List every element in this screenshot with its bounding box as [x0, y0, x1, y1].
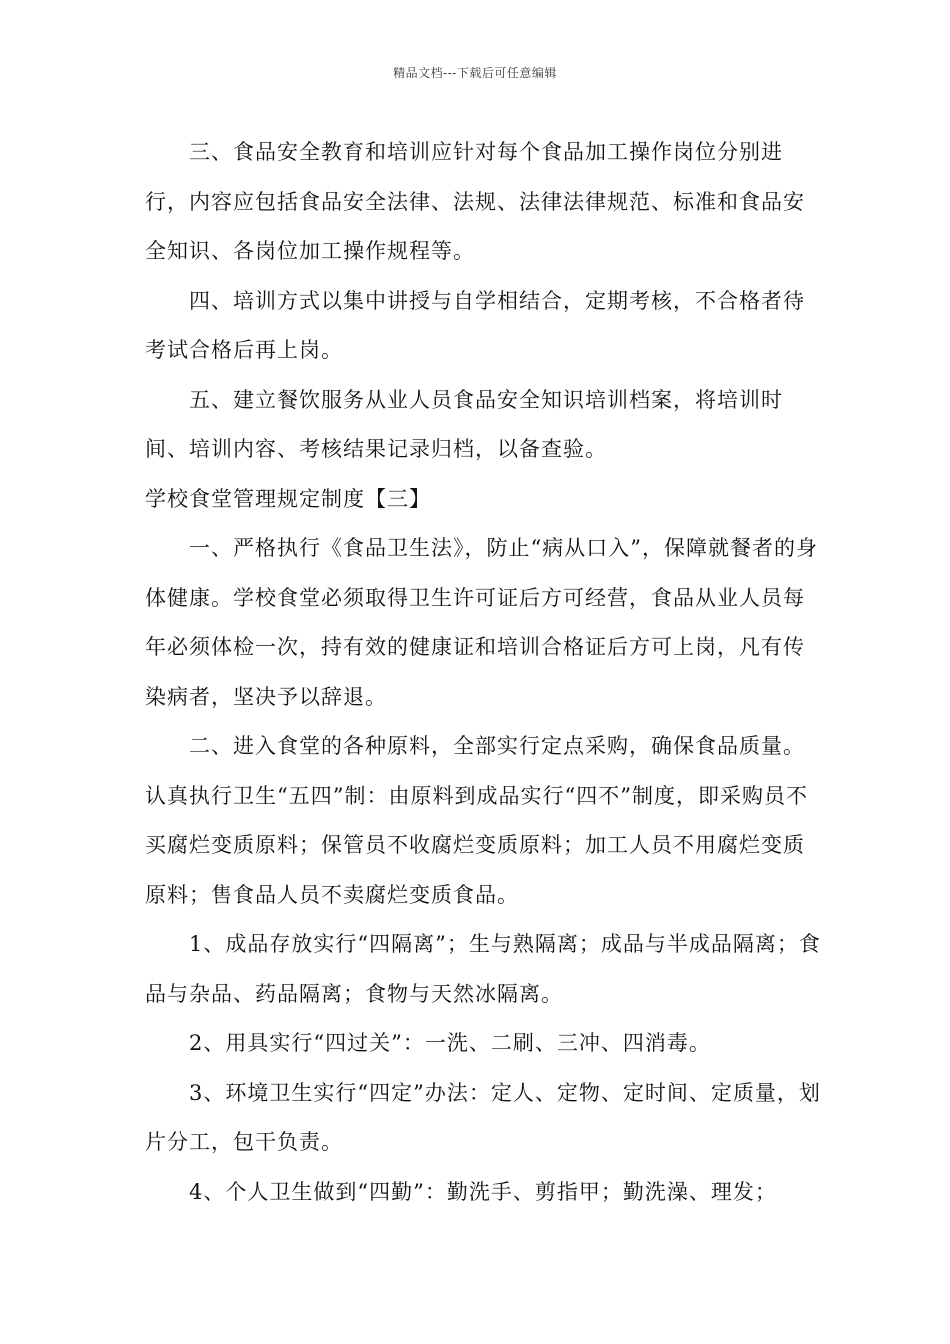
page-header: 精品文档---下载后可任意编辑	[393, 66, 557, 80]
paragraph-rule-1: 一、严格执行《食品卫生法》，防止“病从口入”，保障就餐者的身体健康。学校食堂必须取得卫生许可证后方可经营，食品从业人员每年必须体检一次，持有效的健康证和培训合格证后方可上岗，凡有传染病者，坚决予以辞退。	[145, 536, 818, 709]
list-item-2: 2、用具实行“四过关”：一洗、二刷、三冲、四消毒。	[189, 1031, 711, 1055]
list-item-1: 1、成品存放实行“四隔离”；生与熟隔离；成品与半成品隔离；食品与杂品、药品隔离；食物与天然冰隔离。	[145, 932, 821, 1006]
document-body	[145, 128, 825, 1217]
list-item-4: 4、个人卫生做到“四勤”：勤洗手、剪指甲；勤洗澡、理发；	[189, 1179, 777, 1204]
section-heading: 学校食堂管理规定制度【三】	[145, 486, 431, 511]
paragraph-item-4: 四、培训方式以集中讲授与自学相结合，定期考核，不合格者待考试合格后再上岗。	[145, 288, 805, 362]
paragraph-item-3: 三、食品安全教育和培训应针对每个食品加工操作岗位分别进行，内容应包括食品安全法律、法规、法律法律规范、标准和食品安全知识、各岗位加工操作规程等。	[145, 140, 805, 263]
paragraph-rule-2: 二、进入食堂的各种原料，全部实行定点采购，确保食品质量。认真执行卫生“五四”制：由原料到成品实行“四不”制度，即采购员不买腐烂变质原料；保管员不收腐烂变质原料；加工人员不用腐烂变质原料；售食品人员不卖腐烂变质食品。	[145, 734, 808, 907]
paragraph-item-5: 五、建立餐饮服务从业人员食品安全知识培训档案，将培训时间、培训内容、考核结果记录归档，以备查验。	[145, 387, 783, 461]
list-item-3: 3、环境卫生实行“四定”办法：定人、定物、定时间、定质量，划片分工，包干负责。	[145, 1080, 821, 1154]
